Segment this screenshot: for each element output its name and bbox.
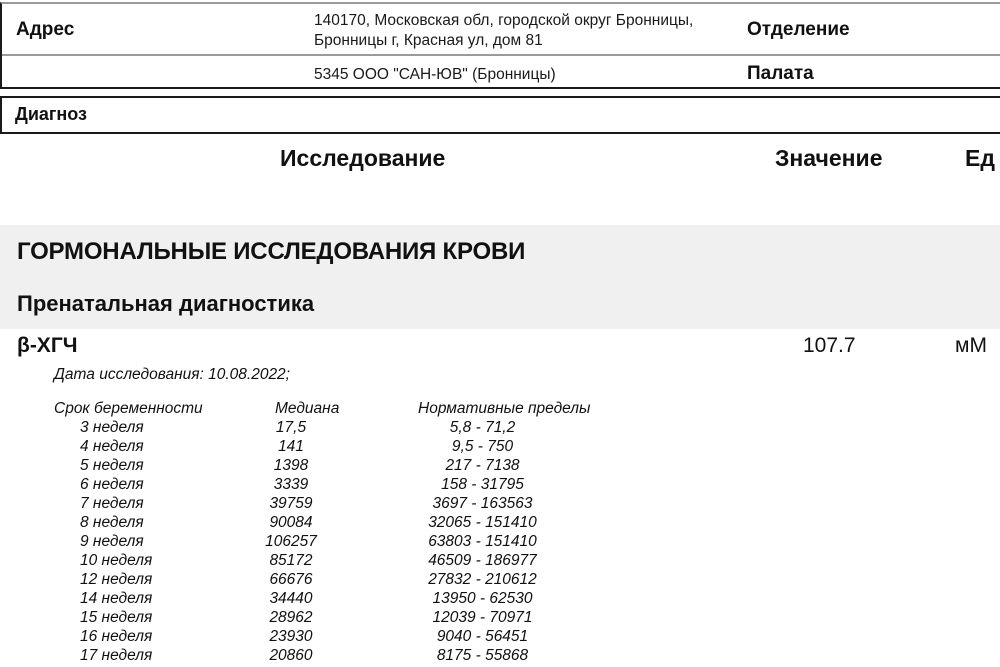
address-line-1: 140170, Московская обл, городской округ Бронницы, xyxy=(314,12,694,29)
week-cell: 17 неделя xyxy=(80,647,153,664)
section-title: ГОРМОНАЛЬНЫЕ ИССЛЕДОВАНИЯ КРОВИ xyxy=(17,238,526,265)
median-cell: 23930 xyxy=(269,628,313,645)
range-cell: 12039 - 70971 xyxy=(432,609,533,626)
range-cell: 3697 - 163563 xyxy=(432,495,533,512)
median-cell: 106257 xyxy=(265,533,317,550)
address-row xyxy=(2,4,1000,56)
section-header xyxy=(0,225,1000,329)
median-cell: 17,5 xyxy=(275,419,307,436)
section-subtitle: Пренатальная диагностика xyxy=(17,291,315,316)
range-cell: 158 - 31795 xyxy=(441,476,524,493)
department-label: Отделение xyxy=(747,19,850,40)
week-cell: 7 неделя xyxy=(80,495,144,512)
week-cell: 16 неделя xyxy=(80,628,153,645)
median-cell: 66676 xyxy=(269,571,313,588)
median-cell: 141 xyxy=(278,438,304,455)
median-cell: 28962 xyxy=(269,609,313,626)
address-label: Адрес xyxy=(16,19,75,40)
range-cell: 13950 - 62530 xyxy=(432,590,533,607)
column-header-study: Исследование xyxy=(280,145,446,171)
median-cell: 20860 xyxy=(269,647,313,664)
range-cell: 9,5 - 750 xyxy=(451,438,514,455)
diagnosis-box xyxy=(0,96,1000,134)
median-cell: 34440 xyxy=(269,590,313,607)
median-cell: 1398 xyxy=(273,457,309,474)
range-cell: 9040 - 56451 xyxy=(436,628,529,645)
header-range: Нормативные пределы xyxy=(418,400,591,417)
week-cell: 4 неделя xyxy=(80,438,144,455)
test-value: 107.7 xyxy=(803,334,856,357)
address-line-2: Бронницы г, Красная ул, дом 81 xyxy=(314,32,543,49)
range-cell: 27832 - 210612 xyxy=(428,571,537,588)
range-cell: 217 - 7138 xyxy=(445,457,520,474)
week-cell: 12 неделя xyxy=(80,571,153,588)
patient-info-box xyxy=(0,2,1000,89)
diagnosis-label: Диагноз xyxy=(15,104,87,124)
week-cell: 8 неделя xyxy=(80,514,144,531)
range-cell: 8175 - 55868 xyxy=(436,647,529,664)
median-cell: 39759 xyxy=(269,495,313,512)
study-date-note: Дата исследования: 10.08.2022; xyxy=(54,366,290,383)
range-cell: 32065 - 151410 xyxy=(428,514,537,531)
week-cell: 3 неделя xyxy=(80,419,144,436)
header-median: Медиана xyxy=(275,400,340,417)
median-cell: 85172 xyxy=(269,552,313,569)
column-header-value: Значение xyxy=(775,145,883,171)
week-cell: 14 неделя xyxy=(80,590,153,607)
ward-label: Палата xyxy=(747,63,814,84)
test-unit: мМ xyxy=(955,334,987,357)
test-name: β-ХГЧ xyxy=(17,334,78,357)
week-cell: 5 неделя xyxy=(80,457,144,474)
organization-value: 5345 ООО "САН-ЮВ" (Бронницы) xyxy=(314,66,556,83)
week-cell: 10 неделя xyxy=(80,552,153,569)
median-cell: 3339 xyxy=(273,476,309,493)
week-cell: 9 неделя xyxy=(80,533,144,550)
column-header-unit: Ед xyxy=(965,145,995,171)
range-cell: 46509 - 186977 xyxy=(428,552,537,569)
organization-row xyxy=(2,56,1000,89)
range-cell: 63803 - 151410 xyxy=(428,533,537,550)
week-cell: 6 неделя xyxy=(80,476,144,493)
range-cell: 5,8 - 71,2 xyxy=(449,419,516,436)
median-cell: 90084 xyxy=(269,514,313,531)
week-cell: 15 неделя xyxy=(80,609,153,626)
header-week: Срок беременности xyxy=(54,400,203,417)
